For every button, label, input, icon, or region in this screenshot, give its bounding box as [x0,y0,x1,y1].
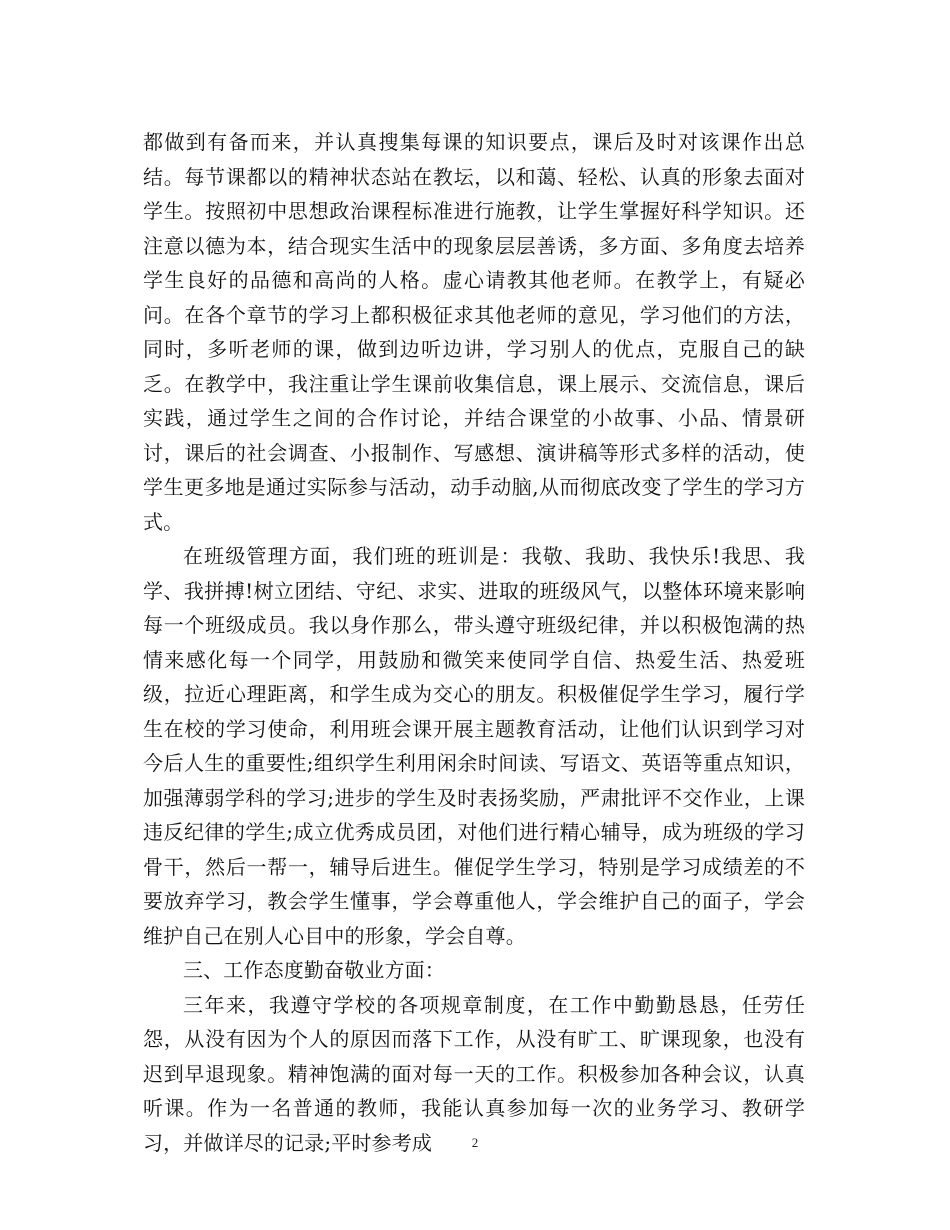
section-heading-work-attitude: 三、工作态度勤奋敬业方面： [183,958,445,982]
paragraph-teaching-methods: 都做到有备而来，并认真搜集每课的知识要点，课后及时对该课作出总结。每节课都以的精神状态站在教坛，以和蔼、轻松、认真的形象去面对学生。按照初中思想政治课程标准进行施教，让学生掌握好科学知识。还注意以德为本，结合现实生活中的现象层层善诱，多方面、多角度去培养学生良好的品德和高尚的人格。虚心请教其他老师。在教学上，有疑必问。在各个章节的学习上都积极征求其他老师的意见，学习他们的方法，同时，多听老师的课，做到边听边讲，学习别人的优点，克服自己的缺乏。在教学中，我注重让学生课前收集信息，课上展示、交流信息，课后实践，通过学生之间的合作讨论，并结合课堂的小故事、小品、情景研讨，课后的社会调查、小报制作、写感想、演讲稿等形式多样的活动，使学生更多地是通过实际参与活动，动手动脑,从而彻底改变了学生的学习方式。 [143,130,805,534]
body-text [143,125,805,1160]
paragraph-work-attitude: 三年来，我遵守学校的各项规章制度，在工作中勤勤恳恳，任劳任怨，从没有因为个人的原因而落下工作，从没有旷工、旷课现象，也没有迟到早退现象。精神饱满的面对每一天的工作。积极参加各种会议，认真听课。作为一名普通的教师，我能认真参加每一次的业务学习、教研学习，并做详尽的记录;平时参考成 [143,992,805,1155]
page-number: 2 [471,1135,479,1150]
paragraph-class-management: 在班级管理方面，我们班的班训是：我敬、我助、我快乐!我思、我学、我拼搏!树立团结、守纪、求实、进取的班级风气，以整体环境来影响每一个班级成员。我以身作那么，带头遵守班级纪律，并以积极饱满的热情来感化每一个同学，用鼓励和微笑来使同学自信、热爱生活、热爱班级，拉近心理距离，和学生成为交心的朋友。积极催促学生学习，履行学生在校的学习使命，利用班会课开展主题教育活动，让他们认识到学习对今后人生的重要性;组织学生利用闲余时间读、写语文、英语等重点知识，加强薄弱学科的学习;进步的学生及时表扬奖励，严肃批评不交作业，上课违反纪律的学生;成立优秀成员团，对他们进行精心辅导，成为班级的学习骨干，然后一帮一，辅导后进生。催促学生学习，特别是学习成绩差的不要放弃学习，教会学生懂事，学会尊重他人，学会维护自己的面子，学会维护自己在别人心目中的形象，学会自尊。 [143,544,805,948]
